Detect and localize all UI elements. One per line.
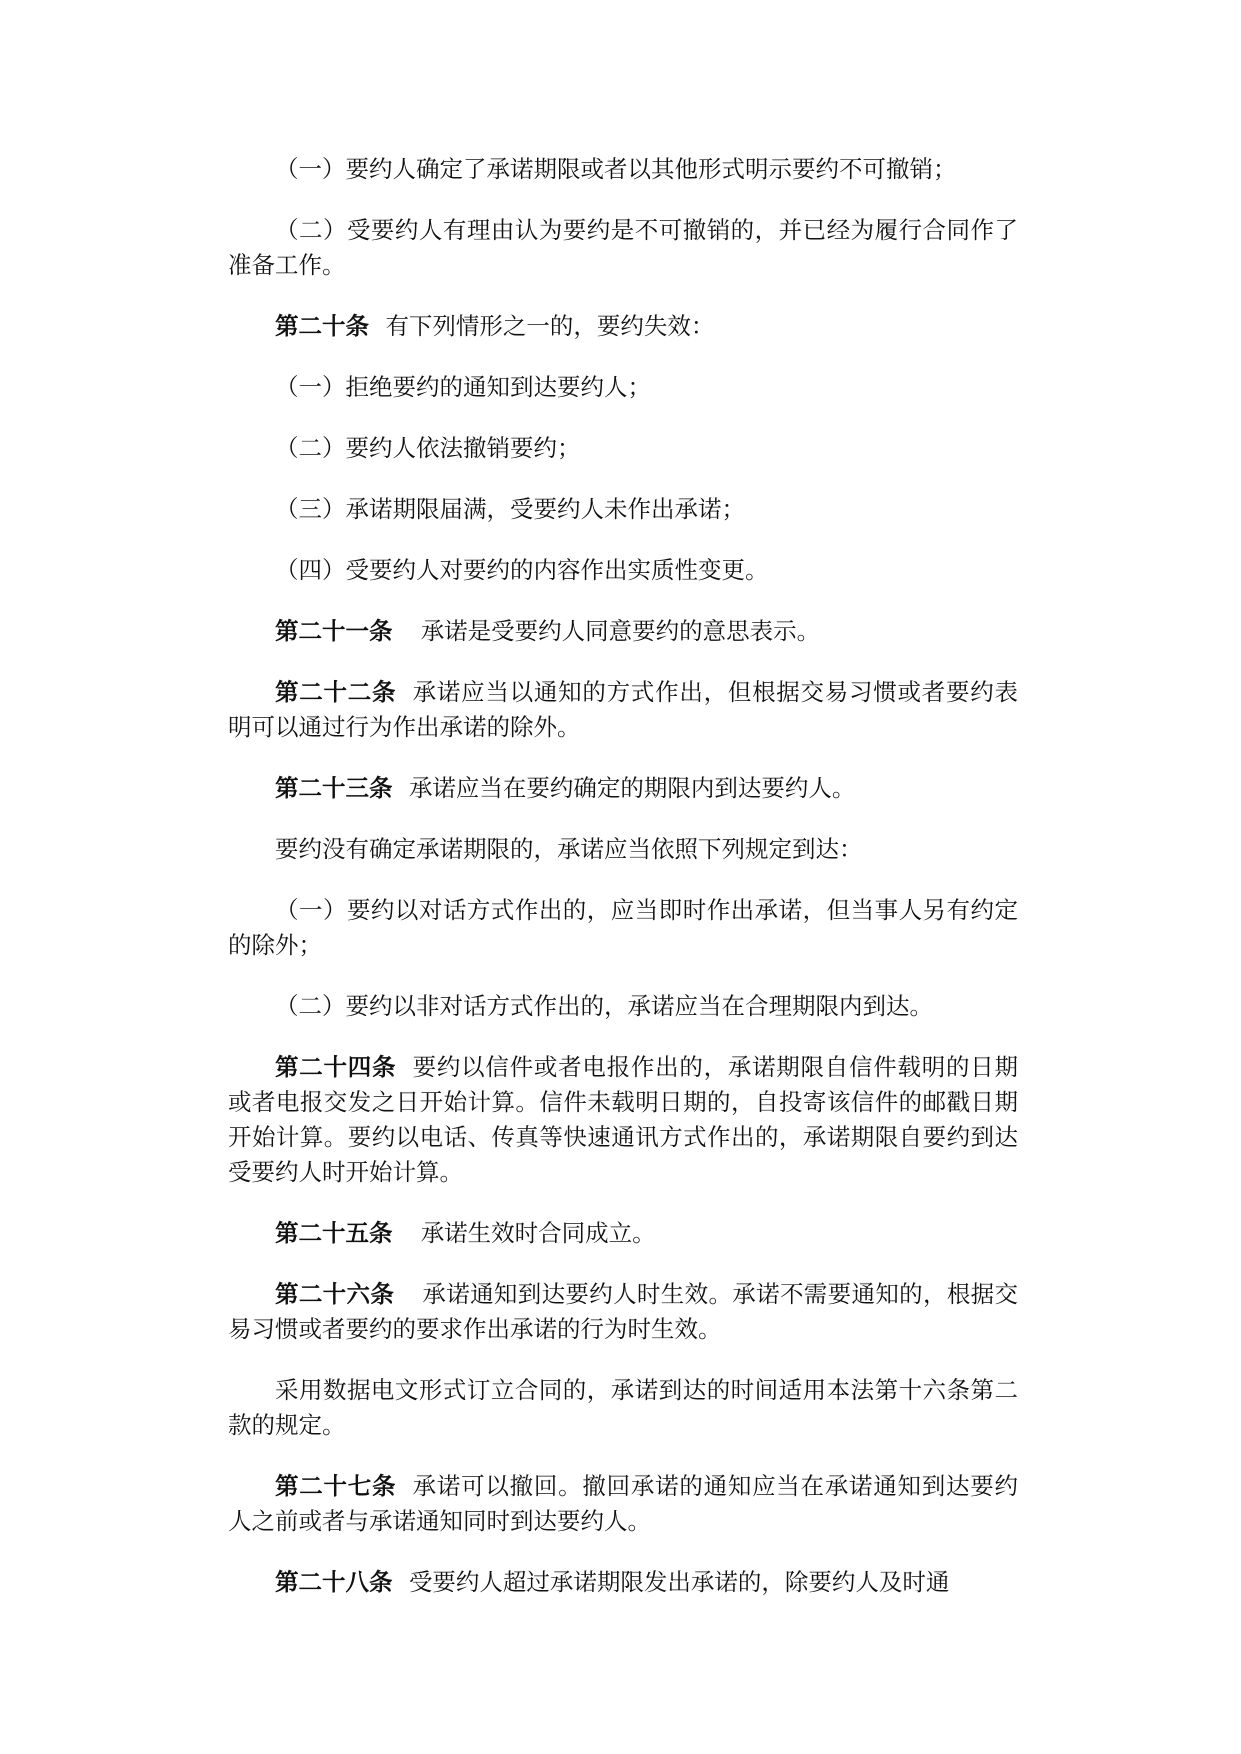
article-number: 第二十六条 <box>275 1280 395 1308</box>
article-23-paragraph <box>228 771 1018 806</box>
clause-paragraph <box>228 893 1018 963</box>
article-text: 受要约人超过承诺期限发出承诺的，除要约人及时通 <box>408 1568 950 1596</box>
clause-paragraph <box>228 989 1018 1024</box>
article-text: 承诺应当以通知的方式作出，但根据交易习惯或者要约表明可以通过行为作出承诺的除外。 <box>228 678 1019 741</box>
clause-text: （一）要约人确定了承诺期限或者以其他形式明示要约不可撤销； <box>275 155 957 183</box>
article-number: 第二十五条 <box>275 1219 393 1247</box>
clause-text: （二）受要约人有理由认为要约是不可撤销的，并已经为履行合同作了准备工作。 <box>228 216 1018 279</box>
clause-text: （二）要约以非对话方式作出的，承诺应当在合理期限内到达。 <box>275 992 933 1020</box>
clause-text: （二）要约人依法撤销要约； <box>275 434 581 462</box>
clause-text: 采用数据电文形式订立合同的，承诺到达的时间适用本法第十六条第二款的规定。 <box>228 1376 1018 1439</box>
clause-paragraph <box>228 832 1018 867</box>
document-page <box>228 152 1018 1626</box>
article-25-paragraph <box>228 1216 1018 1251</box>
clause-paragraph <box>228 370 1018 405</box>
article-text: 有下列情形之一的，要约失效： <box>385 312 715 340</box>
article-22-paragraph <box>228 675 1018 745</box>
article-text: 承诺是受要约人同意要约的意思表示。 <box>420 617 821 645</box>
clause-paragraph <box>228 152 1018 187</box>
article-24-paragraph <box>228 1050 1018 1190</box>
article-number: 第二十一条 <box>275 617 393 645</box>
article-number: 第二十八条 <box>275 1568 393 1596</box>
clause-text: （三）承诺期限届满，受要约人未作出承诺； <box>275 495 745 523</box>
clause-text: 要约没有确定承诺期限的，承诺应当依照下列规定到达： <box>275 835 863 863</box>
clause-paragraph <box>228 492 1018 527</box>
article-number: 第二十四条 <box>275 1053 397 1081</box>
article-text: 承诺通知到达要约人时生效。承诺不需要通知的，根据交易习惯或者要约的要求作出承诺的行为时生效。 <box>228 1280 1019 1343</box>
article-26-paragraph <box>228 1277 1018 1347</box>
article-number: 第二十条 <box>275 312 369 340</box>
clause-paragraph <box>228 1373 1018 1443</box>
clause-text: （四）受要约人对要约的内容作出实质性变更。 <box>275 556 769 584</box>
article-number: 第二十七条 <box>275 1472 397 1500</box>
article-text: 承诺应当在要约确定的期限内到达要约人。 <box>408 774 856 802</box>
article-text: 承诺可以撤回。撤回承诺的通知应当在承诺通知到达要约人之前或者与承诺通知同时到达要约人。 <box>228 1472 1019 1535</box>
article-number: 第二十二条 <box>275 678 397 706</box>
clause-paragraph <box>228 553 1018 588</box>
clause-paragraph <box>228 431 1018 466</box>
article-text: 要约以信件或者电报作出的，承诺期限自信件载明的日期或者电报交发之日开始计算。信件未载明日期的，自投寄该信件的邮戳日期开始计算。要约以电话、传真等快速通讯方式作出的，承诺期限自要约到达受要约人时开始计算。 <box>228 1053 1019 1186</box>
article-text: 承诺生效时合同成立。 <box>420 1219 656 1247</box>
clause-text: （一）拒绝要约的通知到达要约人； <box>275 373 651 401</box>
article-20-paragraph <box>228 309 1018 344</box>
clause-text: （一）要约以对话方式作出的，应当即时作出承诺，但当事人另有约定的除外； <box>228 896 1018 959</box>
article-27-paragraph <box>228 1469 1018 1539</box>
clause-paragraph <box>228 213 1018 283</box>
article-28-paragraph <box>228 1565 1018 1600</box>
article-number: 第二十三条 <box>275 774 393 802</box>
article-21-paragraph <box>228 614 1018 649</box>
